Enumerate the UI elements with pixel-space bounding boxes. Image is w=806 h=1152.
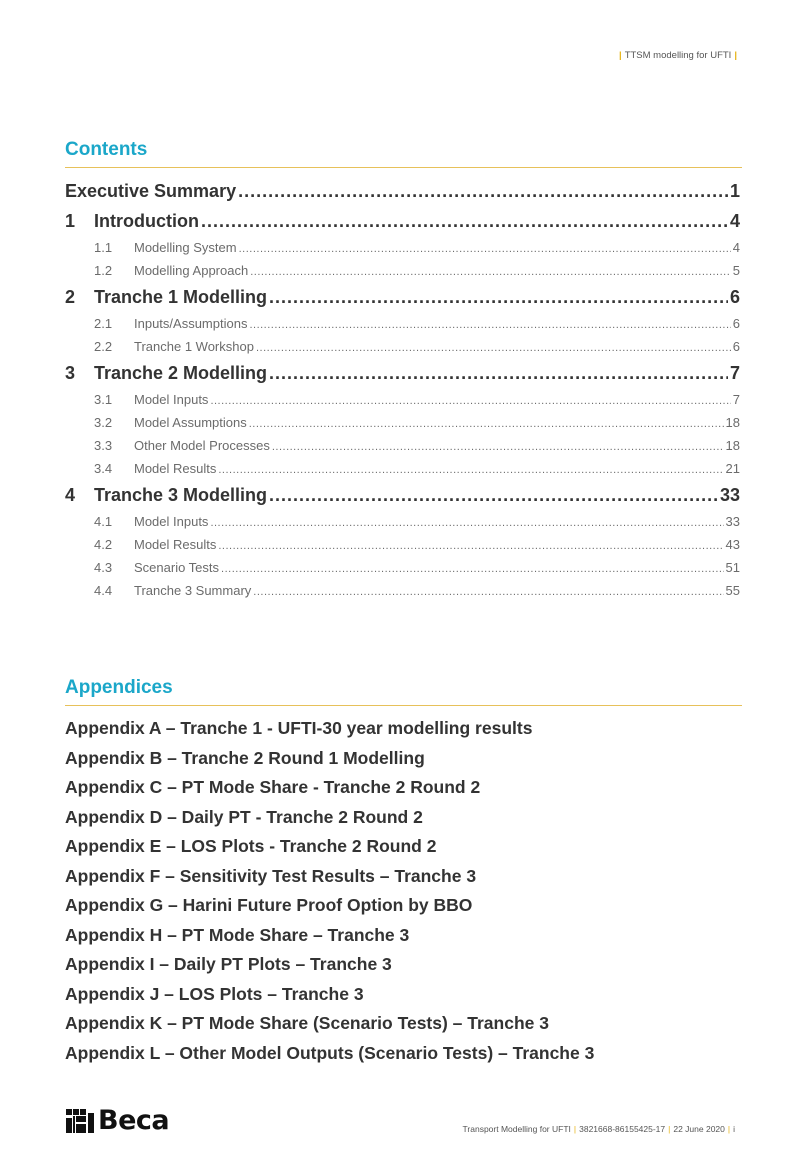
footer-doc-title: Transport Modelling for UFTI: [462, 1124, 571, 1134]
table-of-contents: [65, 176, 740, 602]
toc-subentry[interactable]: [65, 533, 740, 556]
appendix-item[interactable]: Appendix F – Sensitivity Test Results – Tranche 3: [65, 865, 477, 886]
toc-page-number: 55: [725, 583, 740, 598]
toc-subentry[interactable]: [65, 259, 740, 282]
toc-entry-number: 3: [65, 363, 76, 383]
toc-entry-title: Tranche 1 Workshop: [134, 339, 254, 354]
toc-entry-number: 4.3: [94, 560, 113, 575]
toc-dot-leader: [269, 480, 718, 510]
toc-subentry[interactable]: [65, 411, 740, 434]
toc-subentry[interactable]: [65, 457, 740, 480]
toc-page-number: 1: [729, 181, 740, 201]
toc-page-number: 33: [719, 485, 740, 505]
header-bar-left: |: [619, 50, 622, 61]
header-bar-right: |: [734, 50, 737, 61]
toc-entry-title: Model Inputs: [134, 392, 209, 407]
toc-dot-leader: [249, 413, 724, 436]
toc-entry-number: 3.3: [94, 438, 113, 453]
toc-page-number: 5: [732, 263, 740, 278]
toc-entry-title: Tranche 1 Modelling: [94, 287, 268, 307]
toc-dot-leader: [250, 261, 731, 284]
appendix-item[interactable]: Appendix I – Daily PT Plots – Tranche 3: [65, 954, 392, 974]
toc-page-number: 6: [732, 339, 740, 354]
toc-entry-title: Scenario Tests: [134, 560, 220, 575]
appendix-item[interactable]: Appendix B – Tranche 2 Round 1 Modelling: [65, 747, 425, 768]
toc-entry-title: Model Results: [134, 537, 217, 552]
toc-entry[interactable]: [65, 480, 740, 510]
toc-entry-number: 4.4: [94, 583, 113, 598]
toc-entry-title: Executive Summary: [65, 181, 237, 201]
toc-entry-title: Tranche 3 Summary: [134, 583, 252, 598]
toc-page-number: 51: [725, 560, 740, 575]
toc-page-number: 7: [732, 392, 740, 407]
toc-entry-title: Modelling System: [134, 240, 237, 255]
toc-dot-leader: [218, 459, 723, 482]
appendices-heading: Appendices: [65, 677, 742, 706]
toc-page-number: 7: [729, 363, 740, 383]
toc-dot-leader: [269, 358, 728, 388]
toc-entry-number: 2: [65, 287, 76, 307]
header-text: TTSM modelling for UFTI: [624, 50, 732, 61]
toc-entry-title: Model Results: [134, 461, 217, 476]
toc-subentry[interactable]: [65, 510, 740, 533]
toc-entry-title: Inputs/Assumptions: [134, 316, 248, 331]
toc-subentry[interactable]: [65, 312, 740, 335]
toc-entry-title: Introduction: [94, 211, 199, 231]
toc-dot-leader: [221, 558, 724, 581]
toc-entry-title: Model Inputs: [134, 514, 209, 529]
toc-entry-title: Tranche 2 Modelling: [94, 363, 268, 383]
toc-entry-number: 3.4: [94, 461, 113, 476]
toc-entry-number: 1: [65, 211, 76, 231]
appendices-list: [65, 714, 755, 1068]
toc-subentry[interactable]: [65, 556, 740, 579]
toc-dot-leader: [210, 512, 723, 535]
toc-page-number: 6: [729, 287, 740, 307]
toc-page-number: 18: [725, 438, 740, 453]
appendix-item[interactable]: Appendix J – LOS Plots – Tranche 3: [65, 983, 364, 1004]
toc-subentry[interactable]: [65, 335, 740, 358]
toc-dot-leader: [239, 238, 731, 261]
beca-logo: [66, 1106, 169, 1136]
toc-subentry[interactable]: [65, 579, 740, 602]
toc-page-number: 43: [725, 537, 740, 552]
logo-text: Beca: [98, 1105, 170, 1136]
toc-entry-number: 2.1: [94, 316, 113, 331]
toc-entry-number: 4.2: [94, 537, 113, 552]
toc-entry[interactable]: [65, 176, 740, 206]
toc-dot-leader: [201, 206, 728, 236]
footer-ref: 3821668-86155425-17: [579, 1124, 666, 1134]
appendix-item[interactable]: Appendix A – Tranche 1 - UFTI-30 year modelling results: [65, 718, 533, 738]
contents-heading: Contents: [65, 139, 742, 168]
toc-dot-leader: [218, 535, 723, 558]
appendix-item[interactable]: Appendix L – Other Model Outputs (Scenario Tests) – Tranche 3: [65, 1042, 595, 1063]
appendix-item[interactable]: Appendix K – PT Mode Share (Scenario Tests) – Tranche 3: [65, 1013, 549, 1033]
appendix-item[interactable]: Appendix D – Daily PT - Tranche 2 Round 2: [65, 806, 423, 827]
toc-entry-number: 1.2: [94, 263, 113, 278]
toc-page-number: 21: [725, 461, 740, 476]
footer-separator: |: [668, 1124, 671, 1134]
toc-entry-title: Model Assumptions: [134, 415, 247, 430]
page-header: [616, 50, 740, 61]
appendix-item[interactable]: Appendix C – PT Mode Share - Tranche 2 Round 2: [65, 777, 481, 797]
toc-page-number: 6: [732, 316, 740, 331]
toc-subentry[interactable]: [65, 434, 740, 457]
footer-page-number: i: [733, 1124, 735, 1134]
appendix-item[interactable]: Appendix E – LOS Plots - Tranche 2 Round 2: [65, 836, 437, 856]
toc-entry-number: 2.2: [94, 339, 113, 354]
toc-entry-number: 3.2: [94, 415, 113, 430]
beca-logo-icon: [66, 1109, 94, 1133]
appendix-item[interactable]: Appendix G – Harini Future Proof Option by BBO: [65, 895, 473, 915]
toc-entry-title: Other Model Processes: [134, 438, 270, 453]
toc-entry-title: Modelling Approach: [134, 263, 249, 278]
toc-entry-number: 3.1: [94, 392, 113, 407]
toc-dot-leader: [256, 337, 731, 360]
footer-separator: |: [573, 1124, 577, 1134]
toc-dot-leader: [272, 436, 724, 459]
toc-page-number: 4: [729, 211, 740, 231]
appendix-item[interactable]: Appendix H – PT Mode Share – Tranche 3: [65, 924, 410, 945]
page-footer: [463, 1124, 735, 1134]
toc-page-number: 18: [725, 415, 740, 430]
toc-entry[interactable]: [65, 358, 740, 388]
toc-entry[interactable]: [65, 206, 740, 236]
toc-dot-leader: [238, 176, 728, 206]
toc-entry-title: Tranche 3 Modelling: [94, 485, 268, 505]
toc-dot-leader: [253, 581, 723, 604]
toc-dot-leader: [269, 282, 728, 312]
toc-subentry[interactable]: [65, 236, 740, 259]
toc-entry[interactable]: [65, 282, 740, 312]
footer-separator: |: [727, 1124, 731, 1134]
toc-page-number: 4: [732, 240, 740, 255]
toc-dot-leader: [210, 390, 730, 413]
toc-page-number: 33: [725, 514, 740, 529]
toc-entry-number: 4.1: [94, 514, 113, 529]
toc-dot-leader: [249, 314, 730, 337]
toc-subentry[interactable]: [65, 388, 740, 411]
footer-date: 22 June 2020: [673, 1124, 725, 1134]
toc-entry-number: 1.1: [94, 240, 113, 255]
toc-entry-number: 4: [65, 485, 76, 505]
